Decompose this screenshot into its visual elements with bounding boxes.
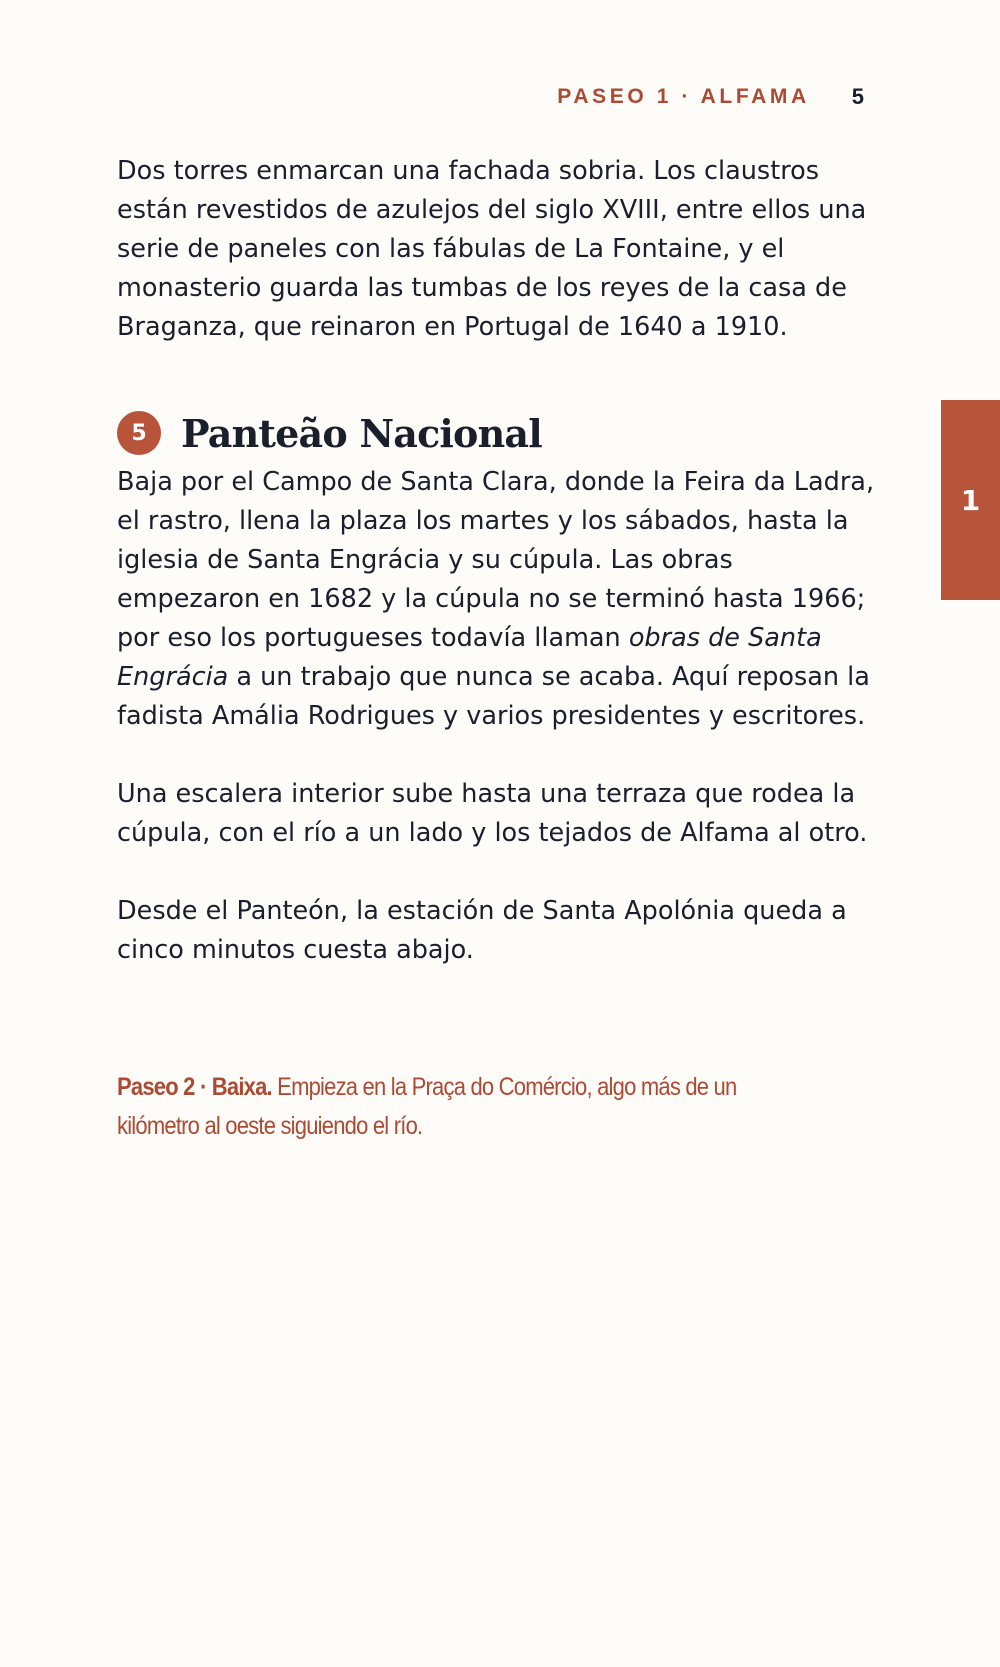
running-title: PASEO 1 · ALFAMA <box>557 85 810 108</box>
stop-number-badge: 5 <box>117 411 161 455</box>
paragraph-text: a un trabajo que nunca se acaba. Aquí reposan la fadista Amália Rodrigues y varios presidentes y escritores. <box>117 662 870 731</box>
chapter-tab[interactable] <box>941 400 1000 600</box>
stop-paragraph-2: Una escalera interior sube hasta una terraza que rodea la cúpula, con el río a un lado y los tejados de Alfama al otro. <box>117 779 868 848</box>
next-walk-text: Empieza en la Praça do Comércio, algo más de un kilómetro al oeste siguiendo el río. <box>117 1073 737 1140</box>
running-header <box>557 82 864 112</box>
stop-heading <box>117 405 542 461</box>
emphasized-phrase: obras de Santa Engrácia <box>117 623 822 692</box>
intro-paragraph: Dos torres enmarcan una fachada sobria. Los claustros están revestidos de azulejos del siglo XVIII, entre ellos una serie de paneles con las fábulas de La Fontaine, y el monasterio guarda las tumbas de los reyes de la casa de Braganza, que reinaron en Portugal de 1640 a 1910. <box>117 156 867 342</box>
next-walk-label: Paseo 2 · Baixa. <box>117 1073 272 1101</box>
chapter-tab-number: 1 <box>960 483 981 517</box>
stop-paragraph-1 <box>117 463 877 736</box>
stop-title: Panteão Nacional <box>181 410 542 456</box>
page-number: 5 <box>851 84 864 109</box>
stop-body <box>117 463 877 970</box>
paragraph-text: Baja por el Campo de Santa Clara, donde la Feira da Ladra, el rastro, llena la plaza los martes y los sábados, hasta la iglesia de Santa Engrácia y su cúpula. Las obras empezaron en 1682 y la cúpula no se terminó hasta 1966; por eso los portugueses todavía llaman <box>117 467 875 653</box>
stop-paragraph-3: Desde el Panteón, la estación de Santa Apolónia queda a cinco minutos cuesta abajo. <box>117 896 847 965</box>
next-walk-note <box>117 1068 803 1146</box>
